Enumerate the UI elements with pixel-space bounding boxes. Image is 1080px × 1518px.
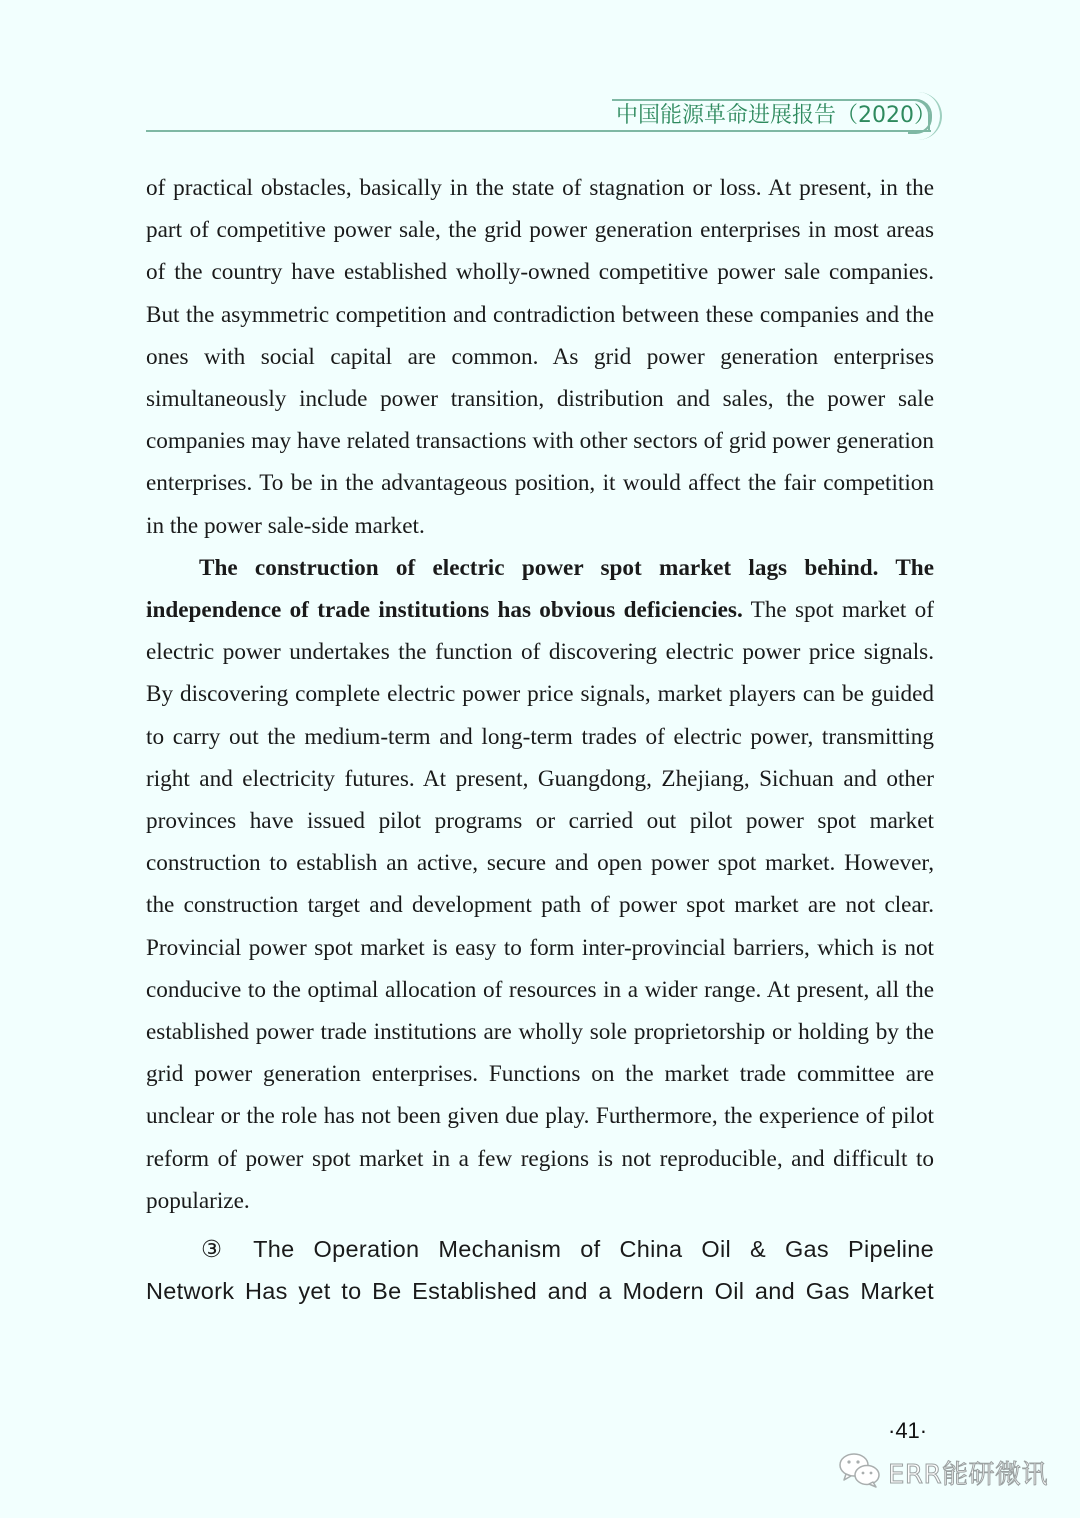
watermark-text: ERR能研微讯 <box>888 1459 1049 1490</box>
page-number: ·41· <box>888 1418 928 1443</box>
header-title: 中国能源革命进展报告（2020） <box>616 103 936 128</box>
paragraph <box>146 547 934 1222</box>
paragraph <box>146 167 934 547</box>
wechat-icon <box>838 1450 882 1495</box>
running-header <box>0 0 1080 150</box>
page-body <box>146 167 934 1312</box>
section-heading-line-2: Network Has yet to Be Established and a Modern Oil and Gas Market <box>146 1278 934 1305</box>
paragraph-text: The spot market of electric power undertakes the function of discovering electric power price signals. By discovering complete electric power price signals, market players can be guided to carry out the medium-term and long-term trades of electric power, transmitting right and electricity futures. At present, Guangdong, Zhejiang, Sichuan and other provinces have issued pilot programs or carried out pilot power spot market construction to establish an active, secure and open power spot market. However, the construction target and development path of power spot market are not clear. Provincial power spot market is easy to form inter-provincial barriers, which is not conducive to the optimal allocation of resources in a wider range. At present, all the established power trade institutions are wholly sole proprietorship or holding by the grid power generation enterprises. Functions on the market trade committee are unclear or the role has not been given due play. Furthermore, the experience of pilot reform of power spot market in a few regions is not reproducible, and difficult to popularize. <box>146 597 934 1214</box>
paragraph-text: of practical obstacles, basically in the state of stagnation or loss. At present, in the part of competitive power sale, the grid power generation enterprises in most areas of the country have established wholly-owned competitive power sale companies. But the asymmetric competition and contradiction between these companies and the ones with social capital are common. As grid power generation enterprises simultaneously include power transition, distribution and sales, the power sale companies may have related transactions with other sectors of grid power generation enterprises. To be in the advantageous position, it would affect the fair competition in the power sale-side market. <box>146 175 934 539</box>
watermark <box>838 1450 1048 1494</box>
section-heading-line-1: ③ The Operation Mechanism of China Oil & Gas Pipeline <box>201 1236 934 1263</box>
section-heading <box>146 1228 934 1312</box>
paragraph-bold-lead: The construction of electric power spot market lags behind. The independence of trade institutions has obvious deficiencies. <box>146 554 934 624</box>
